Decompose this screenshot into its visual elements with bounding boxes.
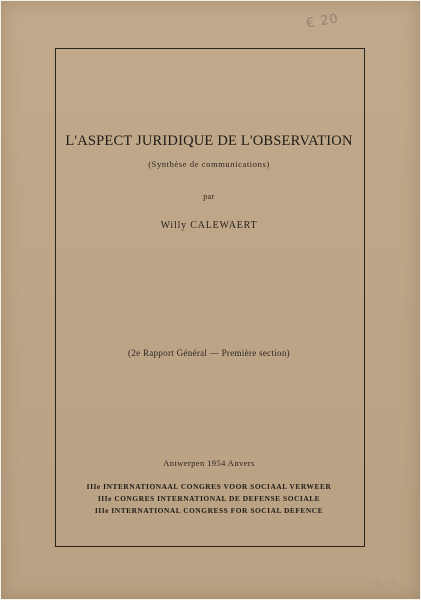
congress-line-english: IIIe INTERNATIONAL CONGRESS FOR SOCIAL DEFENCE	[94, 506, 324, 515]
author-name: Willy CALEWAERT	[160, 220, 258, 231]
report-section: (2e Rapport Général — Première section)	[128, 348, 290, 358]
by-label: par	[203, 192, 215, 201]
place-year: Antwerpen 1954 Anvers	[163, 458, 255, 468]
cover-frame-border	[55, 48, 365, 547]
document-title: L'ASPECT JURIDIQUE DE L'OBSERVATION	[65, 133, 353, 149]
document-subtitle: (Synthèse de communications)	[148, 159, 270, 169]
pencil-price-note: € 20	[304, 11, 341, 32]
congress-line-french: IIIe CONGRES INTERNATIONAL DE DEFENSE SOCIALE	[97, 494, 321, 503]
seller-watermark: F.T	[374, 578, 400, 592]
congress-line-dutch: IIIe INTERNATIONAAL CONGRES VOOR SOCIAAL VERWEER	[86, 482, 332, 491]
